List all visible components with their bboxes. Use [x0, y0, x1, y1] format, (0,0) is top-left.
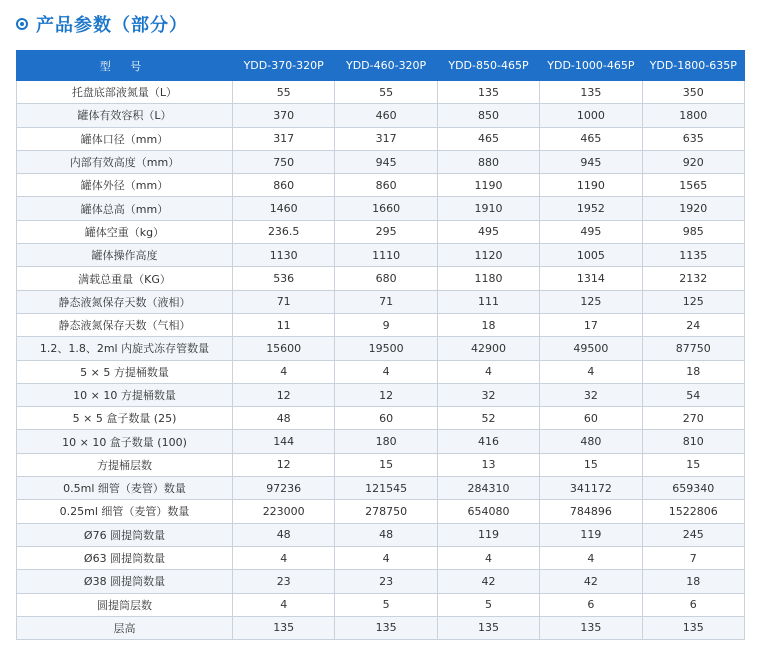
- table-cell: 1135: [642, 244, 744, 267]
- table-cell: 135: [437, 81, 539, 104]
- table-row: [17, 220, 745, 243]
- table-cell: 52: [437, 407, 539, 430]
- product-parameters-table: [16, 50, 745, 640]
- row-label: 罐体空重（kg）: [17, 220, 233, 243]
- table-cell: 416: [437, 430, 539, 453]
- table-cell: 15: [642, 453, 744, 476]
- table-cell: 6: [540, 593, 642, 616]
- section-header: [16, 8, 188, 40]
- table-cell: 12: [233, 383, 335, 406]
- table-cell: 4: [540, 546, 642, 569]
- table-row: [17, 337, 745, 360]
- table-cell: 15: [540, 453, 642, 476]
- table-cell: 4: [540, 360, 642, 383]
- target-circle-icon: [16, 18, 28, 30]
- table-row: [17, 197, 745, 220]
- row-label: 1.2、1.8、2ml 内旋式冻存管数量: [17, 337, 233, 360]
- table-cell: 985: [642, 220, 744, 243]
- table-cell: 6: [642, 593, 744, 616]
- table-cell: 32: [540, 383, 642, 406]
- table-cell: 1565: [642, 174, 744, 197]
- table-cell: 1800: [642, 104, 744, 127]
- table-cell: 42: [540, 570, 642, 593]
- table-cell: 1952: [540, 197, 642, 220]
- table-cell: 860: [233, 174, 335, 197]
- header-model-cell: YDD-460-320P: [335, 51, 437, 81]
- table-cell: 55: [335, 81, 437, 104]
- row-label: 内部有效高度（mm）: [17, 150, 233, 173]
- row-label: 5 × 5 盒子数量 (25): [17, 407, 233, 430]
- table-cell: 495: [437, 220, 539, 243]
- table-cell: 465: [437, 127, 539, 150]
- table-cell: 341172: [540, 477, 642, 500]
- table-cell: 810: [642, 430, 744, 453]
- table-row: [17, 104, 745, 127]
- row-label: 罐体操作高度: [17, 244, 233, 267]
- row-label: Ø76 圆提筒数量: [17, 523, 233, 546]
- row-label: 方提桶层数: [17, 453, 233, 476]
- table-cell: 49500: [540, 337, 642, 360]
- table-cell: 9: [335, 313, 437, 336]
- table-row: [17, 150, 745, 173]
- table-cell: 270: [642, 407, 744, 430]
- table-cell: 945: [335, 150, 437, 173]
- table-cell: 5: [437, 593, 539, 616]
- page-title: 产品参数（部分）: [36, 15, 188, 36]
- table-cell: 135: [437, 616, 539, 639]
- table-cell: 1180: [437, 267, 539, 290]
- table-cell: 460: [335, 104, 437, 127]
- table-row: [17, 127, 745, 150]
- table-cell: 223000: [233, 500, 335, 523]
- table-row: [17, 407, 745, 430]
- table-cell: 4: [335, 360, 437, 383]
- row-label: 10 × 10 方提桶数量: [17, 383, 233, 406]
- header-model-cell: YDD-1800-635P: [642, 51, 744, 81]
- row-label: 罐体外径（mm）: [17, 174, 233, 197]
- row-label: Ø63 圆提筒数量: [17, 546, 233, 569]
- row-label: 静态液氮保存天数（液相）: [17, 290, 233, 313]
- table-cell: 659340: [642, 477, 744, 500]
- table-cell: 48: [233, 407, 335, 430]
- table-row: [17, 546, 745, 569]
- row-label: 托盘底部液氮量（L）: [17, 81, 233, 104]
- table-cell: 1110: [335, 244, 437, 267]
- table-cell: 135: [540, 616, 642, 639]
- table-cell: 13: [437, 453, 539, 476]
- table-cell: 48: [335, 523, 437, 546]
- table-cell: 17: [540, 313, 642, 336]
- table-cell: 295: [335, 220, 437, 243]
- row-label: 罐体口径（mm）: [17, 127, 233, 150]
- table-cell: 480: [540, 430, 642, 453]
- table-cell: 750: [233, 150, 335, 173]
- table-cell: 880: [437, 150, 539, 173]
- table-cell: 12: [335, 383, 437, 406]
- table-cell: 495: [540, 220, 642, 243]
- table-cell: 1522806: [642, 500, 744, 523]
- table-cell: 1190: [437, 174, 539, 197]
- table-cell: 4: [437, 546, 539, 569]
- table-body: [17, 81, 745, 640]
- table-row: [17, 267, 745, 290]
- table-cell: 60: [540, 407, 642, 430]
- row-label: 10 × 10 盒子数量 (100): [17, 430, 233, 453]
- table-cell: 97236: [233, 477, 335, 500]
- table-cell: 7: [642, 546, 744, 569]
- table-cell: 4: [335, 546, 437, 569]
- header-model-cell: YDD-850-465P: [437, 51, 539, 81]
- table-cell: 54: [642, 383, 744, 406]
- table-cell: 1005: [540, 244, 642, 267]
- row-label: 0.5ml 细管（麦管）数量: [17, 477, 233, 500]
- table-cell: 370: [233, 104, 335, 127]
- table-cell: 784896: [540, 500, 642, 523]
- table-cell: 55: [233, 81, 335, 104]
- table-cell: 18: [642, 360, 744, 383]
- table-cell: 1314: [540, 267, 642, 290]
- table-row: [17, 360, 745, 383]
- table-row: [17, 570, 745, 593]
- table-row: [17, 81, 745, 104]
- table-cell: 284310: [437, 477, 539, 500]
- table-cell: 23: [233, 570, 335, 593]
- table-cell: 1000: [540, 104, 642, 127]
- table-cell: 11: [233, 313, 335, 336]
- table-cell: 125: [540, 290, 642, 313]
- table-cell: 2132: [642, 267, 744, 290]
- table-cell: 536: [233, 267, 335, 290]
- table-row: [17, 500, 745, 523]
- table-cell: 236.5: [233, 220, 335, 243]
- table-cell: 18: [642, 570, 744, 593]
- table-cell: 180: [335, 430, 437, 453]
- table-row: [17, 290, 745, 313]
- table-cell: 317: [335, 127, 437, 150]
- row-label: Ø38 圆提筒数量: [17, 570, 233, 593]
- table-cell: 135: [335, 616, 437, 639]
- table-row: [17, 430, 745, 453]
- table-cell: 135: [540, 81, 642, 104]
- table-row: [17, 616, 745, 639]
- table-row: [17, 383, 745, 406]
- row-label: 圆提筒层数: [17, 593, 233, 616]
- table-cell: 1190: [540, 174, 642, 197]
- table-row: [17, 174, 745, 197]
- table-cell: 1120: [437, 244, 539, 267]
- table-row: [17, 244, 745, 267]
- table-header-row: [17, 51, 745, 81]
- table-cell: 18: [437, 313, 539, 336]
- header-model-label: 型 号: [17, 51, 233, 81]
- table-cell: 87750: [642, 337, 744, 360]
- table-cell: 15: [335, 453, 437, 476]
- table-cell: 920: [642, 150, 744, 173]
- table-cell: 119: [540, 523, 642, 546]
- table-cell: 5: [335, 593, 437, 616]
- table-row: [17, 593, 745, 616]
- table-cell: 945: [540, 150, 642, 173]
- row-label: 罐体总高（mm）: [17, 197, 233, 220]
- table-cell: 1130: [233, 244, 335, 267]
- table-cell: 12: [233, 453, 335, 476]
- table-cell: 125: [642, 290, 744, 313]
- table-cell: 4: [233, 360, 335, 383]
- table-cell: 32: [437, 383, 539, 406]
- table-cell: 635: [642, 127, 744, 150]
- table-cell: 119: [437, 523, 539, 546]
- table-cell: 278750: [335, 500, 437, 523]
- table-cell: 15600: [233, 337, 335, 360]
- table-cell: 850: [437, 104, 539, 127]
- header-model-cell: YDD-370-320P: [233, 51, 335, 81]
- table-cell: 71: [233, 290, 335, 313]
- table-row: [17, 477, 745, 500]
- table-cell: 350: [642, 81, 744, 104]
- table-cell: 245: [642, 523, 744, 546]
- table-cell: 19500: [335, 337, 437, 360]
- table-cell: 135: [233, 616, 335, 639]
- table-cell: 71: [335, 290, 437, 313]
- table-cell: 680: [335, 267, 437, 290]
- table-row: [17, 313, 745, 336]
- row-label: 层高: [17, 616, 233, 639]
- table-cell: 24: [642, 313, 744, 336]
- table-cell: 48: [233, 523, 335, 546]
- table-cell: 121545: [335, 477, 437, 500]
- table-cell: 317: [233, 127, 335, 150]
- table-cell: 23: [335, 570, 437, 593]
- table-cell: 42: [437, 570, 539, 593]
- table-cell: 654080: [437, 500, 539, 523]
- table-cell: 1910: [437, 197, 539, 220]
- table-cell: 1920: [642, 197, 744, 220]
- row-label: 5 × 5 方提桶数量: [17, 360, 233, 383]
- table-cell: 4: [437, 360, 539, 383]
- table-cell: 860: [335, 174, 437, 197]
- header-model-cell: YDD-1000-465P: [540, 51, 642, 81]
- table-cell: 4: [233, 546, 335, 569]
- table-cell: 144: [233, 430, 335, 453]
- table-cell: 135: [642, 616, 744, 639]
- row-label: 满载总重量（KG）: [17, 267, 233, 290]
- row-label: 静态液氮保存天数（气相）: [17, 313, 233, 336]
- table-cell: 4: [233, 593, 335, 616]
- table-cell: 60: [335, 407, 437, 430]
- table-cell: 1660: [335, 197, 437, 220]
- table-row: [17, 453, 745, 476]
- table-row: [17, 523, 745, 546]
- row-label: 0.25ml 细管（麦管）数量: [17, 500, 233, 523]
- table-cell: 1460: [233, 197, 335, 220]
- row-label: 罐体有效容积（L）: [17, 104, 233, 127]
- table-cell: 42900: [437, 337, 539, 360]
- table-cell: 111: [437, 290, 539, 313]
- table-cell: 465: [540, 127, 642, 150]
